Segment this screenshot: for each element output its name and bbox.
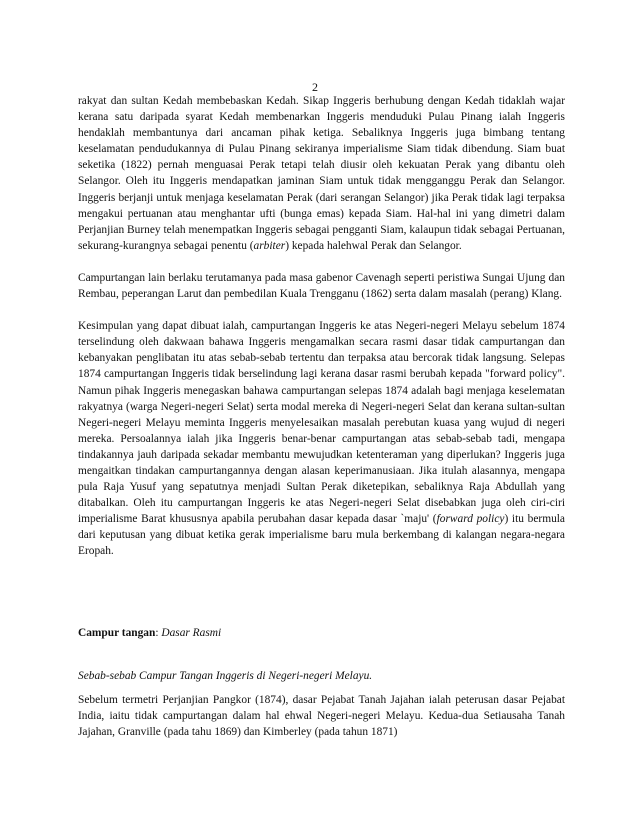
section-heading-italic: Dasar Rasmi bbox=[161, 627, 222, 639]
section-heading bbox=[78, 625, 565, 641]
page-number: 2 bbox=[312, 80, 318, 94]
sub-heading bbox=[78, 668, 565, 684]
text-segment: ) kepada halehwal Perak dan Selangor. bbox=[285, 239, 462, 252]
text-segment: ) itu bermula dari keputusan yang dibuat ketika gerak imperialisme baru mula berkembang di kalangan negara-negara Eropah. bbox=[78, 513, 565, 558]
paragraph-1 bbox=[78, 93, 565, 254]
text-segment: rakyat dan sultan Kedah membebaskan Kedah. Sikap Inggeris berhubung dengan Kedah tidaklah wajar kerana satu daripada syarat Kedah membenarkan Inggeris menduduki Pulau Pinang ialah Inggeris hendaklah membantunya dari ancaman pihak ketiga. Sebaliknya Inggeris juga bimbang tentang keselamatan pendudukannya di Pulau Pinang sekiranya imperialisme Siam tidak dibendung. Siam buat seketika (1822) pernah menguasai Perak tetapi telah diusir oleh kekuatan Perak yang dibantu oleh Selangor. Oleh itu Inggeris mendapatkan jaminan Siam untuk tidak mengganggu Perak dan Selangor. Inggeris berjanji untuk menjaga keselamatan Perak (dari serangan Selangor) jika Perak tidak lagi terpaksa mengakui pertuanan atau menghantar ufti (bunga emas) kepada Siam. Hal-hal ini yang dimetri dalam Perjanjian Burney telah menempatkan Inggeris sebagai pengganti Siam, kalaupun tidak sebagai Pertuanan, sekurang-kurangnya sebagai penentu ( bbox=[78, 95, 565, 252]
sub-heading-text: Sebab-sebab Campur Tangan Inggeris di Negeri-negeri Melayu. bbox=[78, 670, 373, 682]
text-segment: Campurtangan lain berlaku terutamanya pada masa gabenor Cavenagh seperti peristiwa Sungai Ujung dan Rembau, peperangan Larut dan pembedilan Kuala Trengganu (1862) serta dalam masalah (perang) Klang. bbox=[78, 271, 565, 301]
text-segment-italic: arbiter bbox=[253, 239, 286, 252]
final-paragraph: Sebelum termetri Perjanjian Pangkor (1874), dasar Pejabat Tanah Jajahan ialah peterusan dasar Pejabat India, iaitu tidak campurtangan dalam hal ehwal Negeri-negeri Melayu. Kedua-dua Setiausaha Tanah Jajahan, Granville (pada tahu 1869) dan Kimberley (pada tahun 1871) bbox=[78, 694, 565, 739]
paragraph-2 bbox=[78, 270, 565, 302]
text-segment: Kesimpulan yang dapat dibuat ialah, campurtangan Inggeris ke atas Negeri-negeri Melayu sebelum 1874 terselindung oleh dakwaan bahawa Inggeris mengamalkan secara rasmi dasar tidak campurtangan dan kebanyakan penglibatan itu atas sebab-sebab tertentu dan terpaksa atau bercorak tidak langsung. Selepas 1874 campurtangan Inggeris tidak berselindung lagi kerana dasar rasmi berubah kepada "forward policy". Namun pihak Inggeris menegaskan bahawa campurtangan selepas 1874 adalah bagi menjaga keselematan rakyatnya (warga Negeri-negeri Selat) serta modal mereka di Negeri-negeri Selat dan kerana sultan-sultan Negeri-negeri Melayu meminta Inggeris menyelesaikan masalah perebutan kuasa yang wujud di negeri mereka. Persoalannya ialah jika Inggeris benar-benar campurtangan atas sebab-sebab tadi, mengapa tindakannya jauh daripada sekadar membantu mewujudkan ketenteraman yang diperlukan? Inggeris juga mengaitkan tindakan campurtangannya dengan alasan keperimanusiaan. Jika itulah alasannya, mengapa pula Raja Yusuf yang sepatutnya menjadi Sultan Perak diketepikan, sebaliknya Raja Abdullah yang ditabalkan. Oleh itu campurtangan Inggeris ke atas Negeri-negeri Selat disebabkan juga oleh ciri-ciri imperialisme Barat khususnya apabila perubahan dasar kepada dasar `maju' ( bbox=[78, 320, 565, 526]
section-heading-separator: : bbox=[155, 627, 162, 639]
section-heading-bold: Campur tangan bbox=[78, 627, 156, 639]
text-segment-italic: forward policy bbox=[436, 513, 505, 526]
paragraph-3 bbox=[78, 318, 565, 559]
body-text bbox=[78, 93, 565, 576]
